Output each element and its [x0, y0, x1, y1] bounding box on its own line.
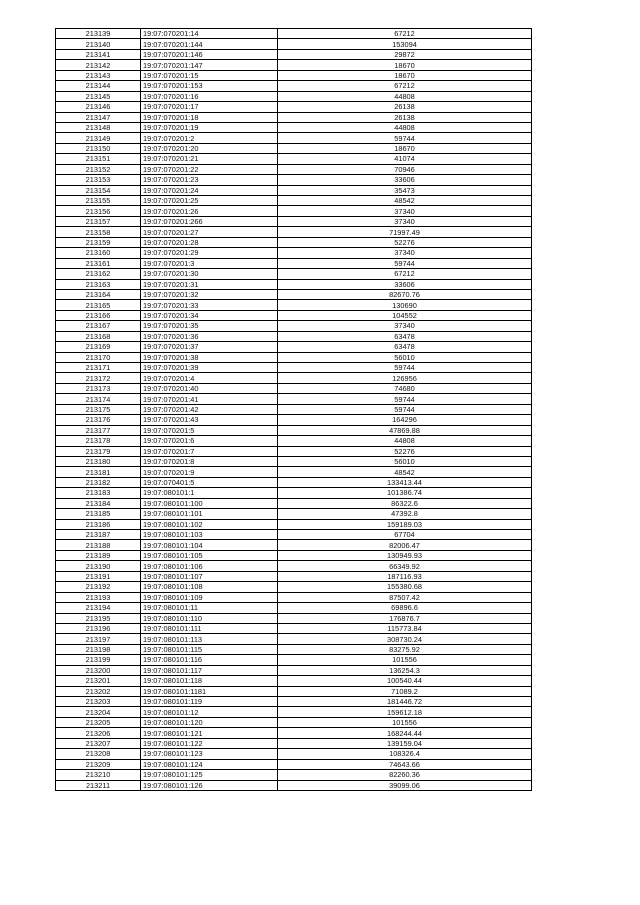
cadastral-number-cell: 19:07:070201:26: [141, 206, 278, 216]
amount-cell: 67704: [278, 530, 532, 540]
cadastral-number-cell: 19:07:070201:16: [141, 91, 278, 101]
cadastral-number-cell: 19:07:080101:123: [141, 749, 278, 759]
amount-cell: 101556: [278, 717, 532, 727]
table-row: [56, 571, 532, 581]
cadastral-number-cell: 19:07:080101:116: [141, 655, 278, 665]
cadastral-number-cell: 19:07:070201:4: [141, 373, 278, 383]
table-row: [56, 394, 532, 404]
table-row: [56, 122, 532, 132]
table-row: [56, 665, 532, 675]
table-row: [56, 623, 532, 633]
amount-cell: 82260.36: [278, 770, 532, 780]
row-id-cell: 213144: [56, 81, 141, 91]
amount-cell: 87507.42: [278, 592, 532, 602]
table-row: [56, 759, 532, 769]
amount-cell: 52276: [278, 237, 532, 247]
cadastral-number-cell: 19:07:070201:8: [141, 456, 278, 466]
table-row: [56, 352, 532, 362]
cadastral-number-cell: 19:07:070201:24: [141, 185, 278, 195]
table-row: [56, 717, 532, 727]
table-row: [56, 363, 532, 373]
amount-cell: 47869.88: [278, 425, 532, 435]
table-row: [56, 185, 532, 195]
table-row: [56, 102, 532, 112]
table-row: [56, 738, 532, 748]
table-row: [56, 112, 532, 122]
cadastral-number-cell: 19:07:070201:3: [141, 258, 278, 268]
amount-cell: 56010: [278, 352, 532, 362]
cadastral-number-cell: 19:07:070201:43: [141, 415, 278, 425]
cadastral-number-cell: 19:07:070201:147: [141, 60, 278, 70]
amount-cell: 126956: [278, 373, 532, 383]
amount-cell: 108326.4: [278, 749, 532, 759]
amount-cell: 41074: [278, 154, 532, 164]
amount-cell: 133413.44: [278, 477, 532, 487]
cadastral-number-cell: 19:07:070401:5: [141, 477, 278, 487]
row-id-cell: 213162: [56, 269, 141, 279]
amount-cell: 59744: [278, 363, 532, 373]
table-row: [56, 154, 532, 164]
row-id-cell: 213165: [56, 300, 141, 310]
row-id-cell: 213207: [56, 738, 141, 748]
cadastral-number-cell: 19:07:080101:118: [141, 676, 278, 686]
amount-cell: 164296: [278, 415, 532, 425]
table-row: [56, 519, 532, 529]
row-id-cell: 213168: [56, 331, 141, 341]
cadastral-number-cell: 19:07:070201:15: [141, 70, 278, 80]
amount-cell: 86322.6: [278, 498, 532, 508]
cadastral-number-cell: 19:07:080101:122: [141, 738, 278, 748]
cadastral-number-cell: 19:07:080101:104: [141, 540, 278, 550]
row-id-cell: 213160: [56, 248, 141, 258]
row-id-cell: 213148: [56, 122, 141, 132]
row-id-cell: 213159: [56, 237, 141, 247]
cadastral-number-cell: 19:07:070201:19: [141, 122, 278, 132]
cadastral-number-cell: 19:07:070201:35: [141, 321, 278, 331]
amount-cell: 67212: [278, 81, 532, 91]
amount-cell: 181446.72: [278, 697, 532, 707]
cadastral-number-cell: 19:07:080101:100: [141, 498, 278, 508]
row-id-cell: 213184: [56, 498, 141, 508]
table-row: [56, 582, 532, 592]
row-id-cell: 213203: [56, 697, 141, 707]
row-id-cell: 213188: [56, 540, 141, 550]
row-id-cell: 213186: [56, 519, 141, 529]
amount-cell: 104552: [278, 310, 532, 320]
amount-cell: 74680: [278, 383, 532, 393]
row-id-cell: 213180: [56, 456, 141, 466]
cadastral-number-cell: 19:07:080101:107: [141, 571, 278, 581]
cadastral-number-cell: 19:07:070201:40: [141, 383, 278, 393]
row-id-cell: 213191: [56, 571, 141, 581]
row-id-cell: 213182: [56, 477, 141, 487]
row-id-cell: 213199: [56, 655, 141, 665]
table-row: [56, 164, 532, 174]
row-id-cell: 213145: [56, 91, 141, 101]
cadastral-number-cell: 19:07:080101:1: [141, 488, 278, 498]
cadastral-number-cell: 19:07:080101:101: [141, 509, 278, 519]
cadastral-number-cell: 19:07:070201:32: [141, 289, 278, 299]
row-id-cell: 213185: [56, 509, 141, 519]
cadastral-number-cell: 19:07:070201:27: [141, 227, 278, 237]
table-row: [56, 321, 532, 331]
cadastral-number-cell: 19:07:070201:30: [141, 269, 278, 279]
cadastral-number-cell: 19:07:070201:23: [141, 175, 278, 185]
amount-cell: 59744: [278, 404, 532, 414]
amount-cell: 139159.04: [278, 738, 532, 748]
row-id-cell: 213198: [56, 644, 141, 654]
table-row: [56, 258, 532, 268]
table-row: [56, 133, 532, 143]
amount-cell: 26138: [278, 102, 532, 112]
amount-cell: 71997.49: [278, 227, 532, 237]
table-row: [56, 634, 532, 644]
cadastral-number-cell: 19:07:080101:109: [141, 592, 278, 602]
row-id-cell: 213178: [56, 436, 141, 446]
table-row: [56, 456, 532, 466]
row-id-cell: 213181: [56, 467, 141, 477]
row-id-cell: 213192: [56, 582, 141, 592]
row-id-cell: 213177: [56, 425, 141, 435]
table-row: [56, 310, 532, 320]
table-row: [56, 498, 532, 508]
table-row: [56, 697, 532, 707]
amount-cell: 187116.93: [278, 571, 532, 581]
table-row: [56, 477, 532, 487]
amount-cell: 44808: [278, 122, 532, 132]
amount-cell: 74643.66: [278, 759, 532, 769]
table-row: [56, 770, 532, 780]
table-row: [56, 550, 532, 560]
amount-cell: 33606: [278, 279, 532, 289]
table-body: [56, 29, 532, 791]
amount-cell: 37340: [278, 206, 532, 216]
amount-cell: 67212: [278, 29, 532, 39]
cadastral-number-cell: 19:07:070201:33: [141, 300, 278, 310]
row-id-cell: 213150: [56, 143, 141, 153]
cadastral-number-cell: 19:07:070201:36: [141, 331, 278, 341]
table-row: [56, 342, 532, 352]
amount-cell: 83275.92: [278, 644, 532, 654]
cadastral-number-cell: 19:07:080101:11: [141, 603, 278, 613]
table-row: [56, 707, 532, 717]
table-row: [56, 143, 532, 153]
row-id-cell: 213169: [56, 342, 141, 352]
amount-cell: 115773.84: [278, 623, 532, 633]
row-id-cell: 213194: [56, 603, 141, 613]
amount-cell: 48542: [278, 196, 532, 206]
amount-cell: 48542: [278, 467, 532, 477]
table-row: [56, 676, 532, 686]
row-id-cell: 213170: [56, 352, 141, 362]
cadastral-number-cell: 19:07:080101:111: [141, 623, 278, 633]
cadastral-number-cell: 19:07:070201:20: [141, 143, 278, 153]
cadastral-number-cell: 19:07:070201:153: [141, 81, 278, 91]
cadastral-number-cell: 19:07:070201:41: [141, 394, 278, 404]
cadastral-number-cell: 19:07:070201:17: [141, 102, 278, 112]
row-id-cell: 213140: [56, 39, 141, 49]
amount-cell: 18670: [278, 70, 532, 80]
amount-cell: 159612.18: [278, 707, 532, 717]
amount-cell: 63478: [278, 331, 532, 341]
cadastral-number-cell: 19:07:080101:106: [141, 561, 278, 571]
table-row: [56, 749, 532, 759]
amount-cell: 168244.44: [278, 728, 532, 738]
cadastral-number-cell: 19:07:080101:108: [141, 582, 278, 592]
table-row: [56, 227, 532, 237]
amount-cell: 69896.6: [278, 603, 532, 613]
row-id-cell: 213208: [56, 749, 141, 759]
table-row: [56, 206, 532, 216]
table-row: [56, 70, 532, 80]
row-id-cell: 213152: [56, 164, 141, 174]
table-row: [56, 91, 532, 101]
table-row: [56, 425, 532, 435]
cadastral-number-cell: 19:07:080101:102: [141, 519, 278, 529]
table-row: [56, 655, 532, 665]
cadastral-number-cell: 19:07:070201:42: [141, 404, 278, 414]
amount-cell: 26138: [278, 112, 532, 122]
row-id-cell: 213195: [56, 613, 141, 623]
amount-cell: 33606: [278, 175, 532, 185]
row-id-cell: 213163: [56, 279, 141, 289]
cadastral-number-cell: 19:07:070201:266: [141, 216, 278, 226]
cadastral-number-cell: 19:07:070201:31: [141, 279, 278, 289]
table-row: [56, 530, 532, 540]
row-id-cell: 213206: [56, 728, 141, 738]
table-row: [56, 289, 532, 299]
row-id-cell: 213189: [56, 550, 141, 560]
table-row: [56, 29, 532, 39]
amount-cell: 47392.8: [278, 509, 532, 519]
row-id-cell: 213183: [56, 488, 141, 498]
row-id-cell: 213151: [56, 154, 141, 164]
row-id-cell: 213210: [56, 770, 141, 780]
table-row: [56, 60, 532, 70]
table-row: [56, 269, 532, 279]
amount-cell: 308730.24: [278, 634, 532, 644]
amount-cell: 82670.76: [278, 289, 532, 299]
row-id-cell: 213187: [56, 530, 141, 540]
cadastral-number-cell: 19:07:080101:119: [141, 697, 278, 707]
row-id-cell: 213173: [56, 383, 141, 393]
row-id-cell: 213175: [56, 404, 141, 414]
cadastral-number-cell: 19:07:080101:105: [141, 550, 278, 560]
table-row: [56, 603, 532, 613]
cadastral-number-cell: 19:07:080101:115: [141, 644, 278, 654]
row-id-cell: 213190: [56, 561, 141, 571]
row-id-cell: 213171: [56, 363, 141, 373]
row-id-cell: 213200: [56, 665, 141, 675]
amount-cell: 59744: [278, 133, 532, 143]
row-id-cell: 213174: [56, 394, 141, 404]
row-id-cell: 213201: [56, 676, 141, 686]
cadastral-number-cell: 19:07:080101:103: [141, 530, 278, 540]
table-row: [56, 415, 532, 425]
table-row: [56, 383, 532, 393]
row-id-cell: 213202: [56, 686, 141, 696]
row-id-cell: 213209: [56, 759, 141, 769]
amount-cell: 44808: [278, 436, 532, 446]
amount-cell: 136254.3: [278, 665, 532, 675]
cadastral-number-cell: 19:07:080101:120: [141, 717, 278, 727]
table-row: [56, 237, 532, 247]
amount-cell: 101386.74: [278, 488, 532, 498]
table-row: [56, 446, 532, 456]
row-id-cell: 213142: [56, 60, 141, 70]
row-id-cell: 213149: [56, 133, 141, 143]
table-row: [56, 216, 532, 226]
cadastral-number-cell: 19:07:080101:126: [141, 780, 278, 790]
row-id-cell: 213158: [56, 227, 141, 237]
amount-cell: 130949.93: [278, 550, 532, 560]
cadastral-number-cell: 19:07:080101:12: [141, 707, 278, 717]
cadastral-number-cell: 19:07:070201:2: [141, 133, 278, 143]
cadastral-number-cell: 19:07:070201:22: [141, 164, 278, 174]
row-id-cell: 213205: [56, 717, 141, 727]
table-row: [56, 404, 532, 414]
amount-cell: 82006.47: [278, 540, 532, 550]
row-id-cell: 213196: [56, 623, 141, 633]
amount-cell: 52276: [278, 446, 532, 456]
amount-cell: 101556: [278, 655, 532, 665]
amount-cell: 37340: [278, 216, 532, 226]
table-row: [56, 613, 532, 623]
cadastral-number-cell: 19:07:080101:121: [141, 728, 278, 738]
table-row: [56, 81, 532, 91]
cadastral-number-cell: 19:07:070201:7: [141, 446, 278, 456]
cadastral-number-cell: 19:07:070201:39: [141, 363, 278, 373]
row-id-cell: 213139: [56, 29, 141, 39]
amount-cell: 66349.92: [278, 561, 532, 571]
cadastral-number-cell: 19:07:080101:124: [141, 759, 278, 769]
cadastral-number-cell: 19:07:070201:29: [141, 248, 278, 258]
table-row: [56, 436, 532, 446]
cadastral-number-cell: 19:07:070201:9: [141, 467, 278, 477]
table-row: [56, 467, 532, 477]
table-row: [56, 686, 532, 696]
table-row: [56, 248, 532, 258]
table-row: [56, 331, 532, 341]
amount-cell: 67212: [278, 269, 532, 279]
amount-cell: 176876.7: [278, 613, 532, 623]
amount-cell: 59744: [278, 258, 532, 268]
row-id-cell: 213154: [56, 185, 141, 195]
row-id-cell: 213146: [56, 102, 141, 112]
cadastral-number-cell: 19:07:080101:117: [141, 665, 278, 675]
table-row: [56, 49, 532, 59]
cadastral-number-cell: 19:07:080101:113: [141, 634, 278, 644]
table-row: [56, 540, 532, 550]
row-id-cell: 213167: [56, 321, 141, 331]
amount-cell: 18670: [278, 143, 532, 153]
amount-cell: 100540.44: [278, 676, 532, 686]
amount-cell: 18670: [278, 60, 532, 70]
cadastral-number-cell: 19:07:070201:5: [141, 425, 278, 435]
table-row: [56, 780, 532, 790]
cadastral-number-cell: 19:07:080101:125: [141, 770, 278, 780]
amount-cell: 153094: [278, 39, 532, 49]
table-row: [56, 175, 532, 185]
cadastral-number-cell: 19:07:070201:28: [141, 237, 278, 247]
table-row: [56, 300, 532, 310]
cadastral-number-cell: 19:07:070201:14: [141, 29, 278, 39]
cadastral-number-cell: 19:07:070201:34: [141, 310, 278, 320]
amount-cell: 59744: [278, 394, 532, 404]
amount-cell: 56010: [278, 456, 532, 466]
amount-cell: 37340: [278, 248, 532, 258]
row-id-cell: 213155: [56, 196, 141, 206]
row-id-cell: 213204: [56, 707, 141, 717]
row-id-cell: 213141: [56, 49, 141, 59]
data-table: [55, 28, 532, 791]
amount-cell: 70946: [278, 164, 532, 174]
amount-cell: 29872: [278, 49, 532, 59]
row-id-cell: 213166: [56, 310, 141, 320]
table-row: [56, 592, 532, 602]
row-id-cell: 213161: [56, 258, 141, 268]
row-id-cell: 213197: [56, 634, 141, 644]
cadastral-number-cell: 19:07:070201:25: [141, 196, 278, 206]
cadastral-number-cell: 19:07:080101:110: [141, 613, 278, 623]
table-row: [56, 644, 532, 654]
amount-cell: 71089.2: [278, 686, 532, 696]
table-row: [56, 373, 532, 383]
row-id-cell: 213156: [56, 206, 141, 216]
amount-cell: 44808: [278, 91, 532, 101]
table-row: [56, 509, 532, 519]
amount-cell: 63478: [278, 342, 532, 352]
amount-cell: 35473: [278, 185, 532, 195]
amount-cell: 130690: [278, 300, 532, 310]
cadastral-number-cell: 19:07:070201:6: [141, 436, 278, 446]
table-row: [56, 39, 532, 49]
amount-cell: 155380.68: [278, 582, 532, 592]
table-row: [56, 488, 532, 498]
amount-cell: 37340: [278, 321, 532, 331]
amount-cell: 39099.06: [278, 780, 532, 790]
table-row: [56, 561, 532, 571]
row-id-cell: 213147: [56, 112, 141, 122]
cadastral-number-cell: 19:07:070201:37: [141, 342, 278, 352]
row-id-cell: 213211: [56, 780, 141, 790]
cadastral-number-cell: 19:07:070201:38: [141, 352, 278, 362]
cadastral-number-cell: 19:07:070201:21: [141, 154, 278, 164]
row-id-cell: 213164: [56, 289, 141, 299]
row-id-cell: 213172: [56, 373, 141, 383]
table-row: [56, 728, 532, 738]
row-id-cell: 213153: [56, 175, 141, 185]
amount-cell: 159189.03: [278, 519, 532, 529]
row-id-cell: 213143: [56, 70, 141, 80]
cadastral-number-cell: 19:07:070201:144: [141, 39, 278, 49]
table-row: [56, 279, 532, 289]
cadastral-number-cell: 19:07:080101:1181: [141, 686, 278, 696]
table-row: [56, 196, 532, 206]
cadastral-number-cell: 19:07:070201:146: [141, 49, 278, 59]
row-id-cell: 213176: [56, 415, 141, 425]
cadastral-number-cell: 19:07:070201:18: [141, 112, 278, 122]
row-id-cell: 213193: [56, 592, 141, 602]
row-id-cell: 213179: [56, 446, 141, 456]
row-id-cell: 213157: [56, 216, 141, 226]
